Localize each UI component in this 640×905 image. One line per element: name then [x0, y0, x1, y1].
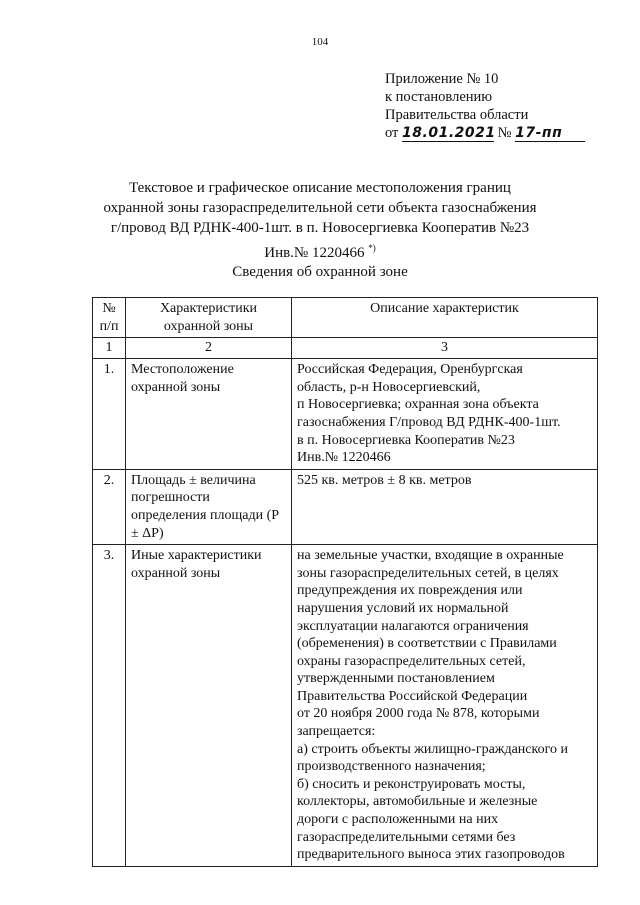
appendix-line-1: Приложение № 10 [385, 71, 499, 87]
handwritten-number: 17-пп [515, 125, 563, 141]
title-line-3: г/провод ВД РДНК-400-1шт. в п. Новосергиевка Кооператив №23 [110, 220, 530, 236]
title-line-1: Текстовое и графическое описание местоположения границ [129, 180, 511, 196]
appendix-line-2: к постановлению [385, 89, 493, 105]
desc-line: область, р-н Новосергиевский, [297, 379, 481, 395]
desc-line: (обременения) в соответствии с Правилами [297, 636, 557, 652]
row-number: 2. [93, 469, 126, 544]
inventory-number: Инв.№ 1220466 [264, 245, 365, 261]
desc-line: охраны газораспределительных сетей, [297, 653, 526, 669]
footnote-mark: *) [368, 243, 376, 253]
row-description [292, 545, 598, 867]
header-number: № п/п [93, 298, 126, 338]
row-characteristic: Иные характеристики охранной зоны [126, 545, 292, 867]
desc-line: предварительного выноса этих газопроводов [297, 847, 565, 863]
table-row [93, 359, 598, 470]
desc-line: Инв.№ 1220466 [297, 450, 391, 466]
desc-line: дороги с расположенными на них [297, 812, 499, 828]
desc-line: в п. Новосергиевка Кооператив №23 [297, 432, 515, 448]
date-prefix: от [385, 125, 399, 141]
table-row [93, 545, 598, 867]
header-description: Описание характеристик [292, 298, 598, 338]
index-cell: 2 [126, 338, 292, 359]
table-header-row [93, 298, 598, 338]
row-description [292, 469, 598, 544]
title-line-4 [0, 238, 640, 263]
desc-line: от 20 ноября 2000 года № 878, которыми [297, 706, 540, 722]
row-characteristic: Местоположение охранной зоны [126, 359, 292, 470]
index-cell: 1 [93, 338, 126, 359]
appendix-block [385, 70, 585, 142]
desc-line: газоснабжения Г/провод ВД РДНК-400-1шт. [297, 414, 561, 430]
desc-line: эксплуатации налагаются ограничения [297, 618, 529, 634]
desc-line: запрещается: [297, 724, 376, 740]
table-row [93, 469, 598, 544]
desc-line: газораспределительными сетями без [297, 829, 516, 845]
title-line-2: охранной зоны газораспределительной сети объекта газоснабжения [103, 200, 537, 216]
desc-line: б) сносить и реконструировать мосты, [297, 776, 526, 792]
desc-line: Российская Федерация, Оренбургская [297, 362, 523, 378]
desc-line: а) строить объекты жилищно-гражданского и [297, 741, 568, 757]
desc-line: п Новосергиевка; охранная зона объекта [297, 397, 539, 413]
table-index-row [93, 338, 598, 359]
desc-line: производственного назначения; [297, 759, 486, 775]
appendix-date-line [385, 124, 585, 142]
desc-line: утвержденными постановлением [297, 671, 495, 687]
desc-line: нарушения условий их нормальной [297, 600, 509, 616]
desc-line: 525 кв. метров ± 8 кв. метров [297, 472, 472, 488]
handwritten-date: 18.01.2021 [402, 125, 496, 141]
desc-line: на земельные участки, входящие в охранные [297, 548, 564, 564]
row-number: 1. [93, 359, 126, 470]
desc-line: зоны газораспределительных сетей, в целях [297, 565, 559, 581]
index-cell: 3 [292, 338, 598, 359]
desc-line: коллекторы, автомобильные и железные [297, 794, 538, 810]
desc-line: предупреждения их повреждения или [297, 583, 523, 599]
header-characteristics: Характеристики охранной зоны [126, 298, 292, 338]
row-characteristic: Площадь ± величина погрешности определения площади (P ± ΔP) [126, 469, 292, 544]
desc-line: Правительства Российской Федерации [297, 688, 528, 704]
number-prefix: № [497, 125, 512, 141]
row-description [292, 359, 598, 470]
section-subtitle: Сведения об охранной зоне [232, 264, 408, 280]
row-number: 3. [93, 545, 126, 867]
number-field [515, 125, 585, 142]
page-number: 104 [311, 36, 329, 48]
appendix-line-3: Правительства области [385, 107, 529, 123]
document-title [0, 178, 640, 263]
date-field [402, 125, 494, 142]
protection-zone-table [92, 297, 598, 867]
